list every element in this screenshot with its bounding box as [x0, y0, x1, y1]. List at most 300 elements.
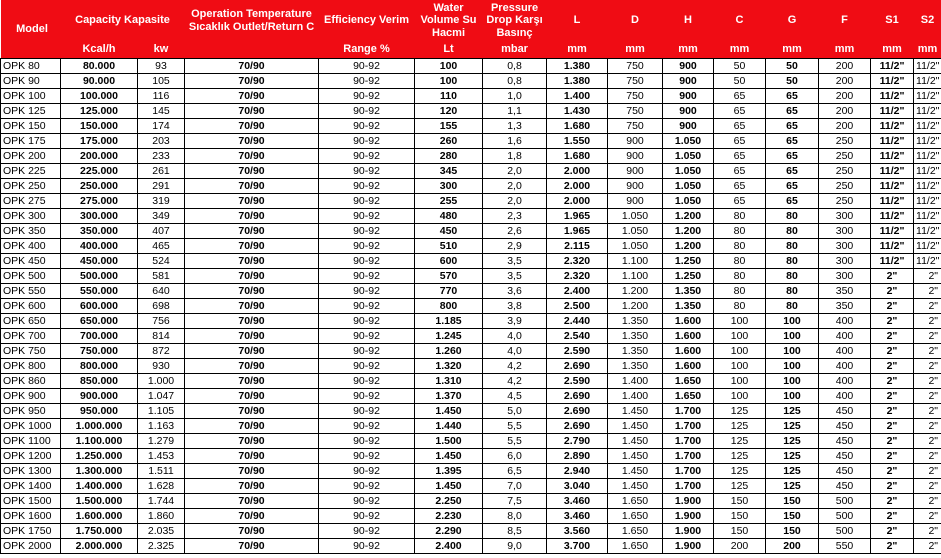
cell-s1: 2": [871, 269, 914, 284]
cell-g: 80: [766, 284, 819, 299]
cell-h: 1.050: [663, 149, 714, 164]
cell-g: 125: [766, 449, 819, 464]
cell-water-volume: 1.320: [415, 359, 483, 374]
cell-g: 65: [766, 194, 819, 209]
cell-kcal: 150.000: [61, 119, 138, 134]
cell-d: 1.100: [608, 254, 663, 269]
cell-f: 400: [819, 389, 871, 404]
cell-s1: 2": [871, 389, 914, 404]
table-row: [1, 344, 941, 359]
cell-h: 1.350: [663, 299, 714, 314]
cell-g: 80: [766, 269, 819, 284]
cell-c: 150: [714, 509, 766, 524]
cell-l: 2.590: [547, 374, 608, 389]
cell-h: 1.900: [663, 494, 714, 509]
cell-kw: 930: [138, 359, 185, 374]
cell-s1: 2": [871, 434, 914, 449]
cell-g: 65: [766, 149, 819, 164]
cell-kw: 319: [138, 194, 185, 209]
cell-d: 750: [608, 59, 663, 74]
cell-s2: 2": [914, 479, 941, 494]
cell-temperature: 70/90: [185, 494, 319, 509]
cell-water-volume: 1.440: [415, 419, 483, 434]
header-row-top: [1, 0, 941, 41]
cell-kcal: 800.000: [61, 359, 138, 374]
cell-pressure-drop: 4,2: [483, 359, 547, 374]
cell-efficiency: 90-92: [319, 509, 415, 524]
cell-water-volume: 1.450: [415, 404, 483, 419]
cell-water-volume: 2.230: [415, 509, 483, 524]
cell-h: 1.600: [663, 359, 714, 374]
cell-water-volume: 300: [415, 179, 483, 194]
cell-f: 400: [819, 344, 871, 359]
cell-efficiency: 90-92: [319, 404, 415, 419]
cell-l: 2.890: [547, 449, 608, 464]
cell-l: 1.965: [547, 209, 608, 224]
cell-d: 1.050: [608, 209, 663, 224]
cell-s1: 11/2": [871, 149, 914, 164]
table-row: [1, 494, 941, 509]
cell-pressure-drop: 7,0: [483, 479, 547, 494]
cell-temperature: 70/90: [185, 539, 319, 554]
cell-model: OPK 450: [1, 254, 61, 269]
table-row: [1, 239, 941, 254]
unit-mm-s1: mm: [871, 41, 914, 59]
cell-f: 300: [819, 269, 871, 284]
cell-h: 1.200: [663, 239, 714, 254]
cell-pressure-drop: 5,5: [483, 434, 547, 449]
cell-temperature: 70/90: [185, 509, 319, 524]
unit-mm-s2: mm: [914, 41, 941, 59]
cell-kcal: 700.000: [61, 329, 138, 344]
table-row: [1, 314, 941, 329]
cell-temperature: 70/90: [185, 359, 319, 374]
cell-kw: 872: [138, 344, 185, 359]
cell-c: 100: [714, 389, 766, 404]
cell-h: 1.050: [663, 179, 714, 194]
cell-water-volume: 280: [415, 149, 483, 164]
unit-kcal: Kcal/h: [61, 41, 138, 59]
cell-f: 250: [819, 149, 871, 164]
cell-efficiency: 90-92: [319, 59, 415, 74]
cell-l: 2.690: [547, 389, 608, 404]
cell-c: 125: [714, 404, 766, 419]
cell-temperature: 70/90: [185, 104, 319, 119]
cell-f: 500: [819, 509, 871, 524]
cell-h: 1.050: [663, 194, 714, 209]
cell-water-volume: 155: [415, 119, 483, 134]
cell-f: 400: [819, 314, 871, 329]
cell-d: 1.050: [608, 239, 663, 254]
cell-model: OPK 550: [1, 284, 61, 299]
cell-pressure-drop: 5,0: [483, 404, 547, 419]
cell-l: 2.940: [547, 464, 608, 479]
cell-water-volume: 260: [415, 134, 483, 149]
cell-model: OPK 860: [1, 374, 61, 389]
cell-h: 1.650: [663, 374, 714, 389]
cell-temperature: 70/90: [185, 89, 319, 104]
header-water: Water Volume Su Hacmi: [415, 0, 483, 41]
cell-l: 2.115: [547, 239, 608, 254]
cell-efficiency: 90-92: [319, 194, 415, 209]
cell-model: OPK 800: [1, 359, 61, 374]
cell-d: 900: [608, 134, 663, 149]
cell-kcal: 1.750.000: [61, 524, 138, 539]
cell-g: 100: [766, 359, 819, 374]
cell-f: 250: [819, 134, 871, 149]
cell-d: 1.450: [608, 419, 663, 434]
cell-kw: 145: [138, 104, 185, 119]
cell-f: 450: [819, 464, 871, 479]
cell-water-volume: 100: [415, 59, 483, 74]
cell-efficiency: 90-92: [319, 179, 415, 194]
cell-efficiency: 90-92: [319, 149, 415, 164]
cell-d: 1.450: [608, 464, 663, 479]
header-capacity: Capacity Kapasite: [61, 0, 185, 41]
cell-f: 450: [819, 419, 871, 434]
cell-f: 450: [819, 434, 871, 449]
cell-pressure-drop: 2,0: [483, 194, 547, 209]
cell-c: 200: [714, 539, 766, 554]
cell-g: 125: [766, 479, 819, 494]
cell-s1: 2": [871, 329, 914, 344]
cell-pressure-drop: 5,5: [483, 419, 547, 434]
cell-d: 1.350: [608, 314, 663, 329]
cell-temperature: 70/90: [185, 419, 319, 434]
table-row: [1, 299, 941, 314]
cell-s2: 2": [914, 374, 941, 389]
cell-efficiency: 90-92: [319, 329, 415, 344]
cell-l: 3.560: [547, 524, 608, 539]
cell-model: OPK 100: [1, 89, 61, 104]
header-s1: S1: [871, 0, 914, 41]
cell-pressure-drop: 3,8: [483, 299, 547, 314]
cell-l: 1.680: [547, 119, 608, 134]
cell-kcal: 275.000: [61, 194, 138, 209]
cell-kw: 524: [138, 254, 185, 269]
cell-d: 1.450: [608, 434, 663, 449]
cell-g: 150: [766, 494, 819, 509]
cell-f: 200: [819, 59, 871, 74]
cell-g: 65: [766, 164, 819, 179]
cell-s2: 11/2": [914, 239, 941, 254]
cell-h: 900: [663, 59, 714, 74]
cell-efficiency: 90-92: [319, 164, 415, 179]
table-row: [1, 464, 941, 479]
cell-temperature: 70/90: [185, 149, 319, 164]
cell-kw: 291: [138, 179, 185, 194]
cell-temperature: 70/90: [185, 164, 319, 179]
cell-g: 80: [766, 209, 819, 224]
cell-kcal: 300.000: [61, 209, 138, 224]
cell-pressure-drop: 6,0: [483, 449, 547, 464]
cell-kw: 581: [138, 269, 185, 284]
cell-f: 300: [819, 254, 871, 269]
cell-efficiency: 90-92: [319, 89, 415, 104]
cell-efficiency: 90-92: [319, 539, 415, 554]
cell-water-volume: 2.400: [415, 539, 483, 554]
cell-pressure-drop: 0,8: [483, 74, 547, 89]
cell-temperature: 70/90: [185, 344, 319, 359]
cell-pressure-drop: 4,5: [483, 389, 547, 404]
cell-c: 65: [714, 89, 766, 104]
cell-d: 900: [608, 164, 663, 179]
cell-temperature: 70/90: [185, 209, 319, 224]
cell-efficiency: 90-92: [319, 524, 415, 539]
cell-temperature: 70/90: [185, 389, 319, 404]
cell-f: 350: [819, 299, 871, 314]
cell-pressure-drop: 0,8: [483, 59, 547, 74]
cell-l: 2.320: [547, 269, 608, 284]
cell-model: OPK 1600: [1, 509, 61, 524]
cell-g: 65: [766, 89, 819, 104]
cell-kcal: 1.000.000: [61, 419, 138, 434]
cell-kcal: 650.000: [61, 314, 138, 329]
cell-h: 1.700: [663, 419, 714, 434]
cell-kw: 349: [138, 209, 185, 224]
cell-efficiency: 90-92: [319, 119, 415, 134]
cell-pressure-drop: 2,0: [483, 179, 547, 194]
cell-d: 1.350: [608, 329, 663, 344]
cell-g: 65: [766, 104, 819, 119]
cell-s2: 2": [914, 434, 941, 449]
cell-pressure-drop: 2,6: [483, 224, 547, 239]
cell-model: OPK 80: [1, 59, 61, 74]
cell-s1: 2": [871, 509, 914, 524]
table-row: [1, 479, 941, 494]
cell-kcal: 80.000: [61, 59, 138, 74]
cell-f: 350: [819, 284, 871, 299]
cell-efficiency: 90-92: [319, 449, 415, 464]
cell-kcal: 750.000: [61, 344, 138, 359]
cell-water-volume: 255: [415, 194, 483, 209]
cell-pressure-drop: 8,5: [483, 524, 547, 539]
cell-model: OPK 200: [1, 149, 61, 164]
cell-kw: 116: [138, 89, 185, 104]
cell-s1: 11/2": [871, 119, 914, 134]
cell-water-volume: 345: [415, 164, 483, 179]
cell-l: 1.550: [547, 134, 608, 149]
cell-pressure-drop: 3,5: [483, 254, 547, 269]
cell-c: 125: [714, 434, 766, 449]
cell-s2: 11/2": [914, 224, 941, 239]
cell-model: OPK 1300: [1, 464, 61, 479]
cell-h: 1.600: [663, 314, 714, 329]
cell-model: OPK 225: [1, 164, 61, 179]
cell-kw: 407: [138, 224, 185, 239]
cell-c: 125: [714, 464, 766, 479]
table-row: [1, 119, 941, 134]
cell-temperature: 70/90: [185, 434, 319, 449]
cell-g: 125: [766, 464, 819, 479]
unit-mbar: mbar: [483, 41, 547, 59]
cell-kw: 203: [138, 134, 185, 149]
cell-s1: 11/2": [871, 59, 914, 74]
cell-kcal: 100.000: [61, 89, 138, 104]
cell-model: OPK 1100: [1, 434, 61, 449]
cell-f: 450: [819, 449, 871, 464]
cell-c: 100: [714, 359, 766, 374]
cell-temperature: 70/90: [185, 194, 319, 209]
cell-s1: 2": [871, 359, 914, 374]
cell-efficiency: 90-92: [319, 104, 415, 119]
cell-f: 400: [819, 329, 871, 344]
cell-water-volume: 570: [415, 269, 483, 284]
cell-h: 1.900: [663, 539, 714, 554]
cell-l: 1.430: [547, 104, 608, 119]
cell-kcal: 175.000: [61, 134, 138, 149]
header-f: F: [819, 0, 871, 41]
cell-c: 80: [714, 209, 766, 224]
cell-c: 80: [714, 254, 766, 269]
cell-h: 900: [663, 89, 714, 104]
cell-g: 50: [766, 59, 819, 74]
cell-s1: 2": [871, 464, 914, 479]
cell-f: 200: [819, 104, 871, 119]
cell-kcal: 1.400.000: [61, 479, 138, 494]
cell-temperature: 70/90: [185, 449, 319, 464]
cell-s2: 2": [914, 359, 941, 374]
cell-efficiency: 90-92: [319, 389, 415, 404]
cell-kcal: 1.100.000: [61, 434, 138, 449]
cell-kcal: 550.000: [61, 284, 138, 299]
cell-f: 200: [819, 89, 871, 104]
cell-efficiency: 90-92: [319, 374, 415, 389]
cell-kcal: 400.000: [61, 239, 138, 254]
cell-g: 125: [766, 434, 819, 449]
cell-kcal: 250.000: [61, 179, 138, 194]
header-operation: Operation Temperature Sıcaklık Outlet/Return C: [185, 0, 319, 41]
cell-temperature: 70/90: [185, 74, 319, 89]
cell-l: 2.320: [547, 254, 608, 269]
cell-f: 400: [819, 359, 871, 374]
cell-l: 2.540: [547, 329, 608, 344]
cell-c: 150: [714, 494, 766, 509]
table-row: [1, 389, 941, 404]
cell-s1: 2": [871, 494, 914, 509]
cell-g: 80: [766, 254, 819, 269]
cell-d: 1.450: [608, 404, 663, 419]
cell-pressure-drop: 7,5: [483, 494, 547, 509]
cell-s1: 11/2": [871, 254, 914, 269]
cell-kcal: 2.000.000: [61, 539, 138, 554]
cell-kw: 1.105: [138, 404, 185, 419]
cell-model: OPK 1200: [1, 449, 61, 464]
header-h: H: [663, 0, 714, 41]
cell-kw: 698: [138, 299, 185, 314]
cell-f: 500: [819, 524, 871, 539]
cell-l: 1.400: [547, 89, 608, 104]
unit-kw: kw: [138, 41, 185, 59]
cell-efficiency: 90-92: [319, 344, 415, 359]
cell-s2: 11/2": [914, 89, 941, 104]
cell-model: OPK 400: [1, 239, 61, 254]
cell-h: 1.200: [663, 209, 714, 224]
cell-g: 80: [766, 239, 819, 254]
cell-s2: 11/2": [914, 164, 941, 179]
cell-pressure-drop: 1,1: [483, 104, 547, 119]
cell-pressure-drop: 4,0: [483, 344, 547, 359]
cell-s2: 11/2": [914, 59, 941, 74]
table-row: [1, 509, 941, 524]
cell-kcal: 90.000: [61, 74, 138, 89]
cell-pressure-drop: 1,6: [483, 134, 547, 149]
cell-kw: 814: [138, 329, 185, 344]
cell-kw: 2.325: [138, 539, 185, 554]
header-d: D: [608, 0, 663, 41]
cell-c: 150: [714, 524, 766, 539]
cell-s1: 11/2": [871, 224, 914, 239]
table-row: [1, 359, 941, 374]
cell-d: 1.400: [608, 389, 663, 404]
cell-efficiency: 90-92: [319, 224, 415, 239]
cell-d: 1.200: [608, 284, 663, 299]
cell-d: 1.200: [608, 299, 663, 314]
unit-lt: Lt: [415, 41, 483, 59]
cell-c: 80: [714, 239, 766, 254]
cell-water-volume: 1.395: [415, 464, 483, 479]
cell-s1: 2": [871, 419, 914, 434]
cell-kw: 1.860: [138, 509, 185, 524]
cell-h: 1.200: [663, 224, 714, 239]
cell-s2: 2": [914, 449, 941, 464]
cell-efficiency: 90-92: [319, 434, 415, 449]
cell-d: 750: [608, 89, 663, 104]
cell-water-volume: 480: [415, 209, 483, 224]
cell-s2: 2": [914, 419, 941, 434]
cell-efficiency: 90-92: [319, 74, 415, 89]
cell-l: 2.500: [547, 299, 608, 314]
cell-pressure-drop: 1,8: [483, 149, 547, 164]
cell-c: 125: [714, 479, 766, 494]
cell-g: 100: [766, 374, 819, 389]
cell-water-volume: 1.450: [415, 479, 483, 494]
cell-l: 3.460: [547, 509, 608, 524]
cell-temperature: 70/90: [185, 119, 319, 134]
cell-l: 3.040: [547, 479, 608, 494]
cell-s2: 2": [914, 299, 941, 314]
cell-c: 65: [714, 149, 766, 164]
cell-s1: 2": [871, 539, 914, 554]
cell-h: 1.700: [663, 404, 714, 419]
cell-g: 125: [766, 404, 819, 419]
cell-c: 80: [714, 269, 766, 284]
cell-model: OPK 1400: [1, 479, 61, 494]
cell-g: 200: [766, 539, 819, 554]
cell-h: 1.600: [663, 344, 714, 359]
cell-l: 2.000: [547, 179, 608, 194]
cell-s2: 11/2": [914, 74, 941, 89]
cell-g: 65: [766, 134, 819, 149]
cell-c: 50: [714, 74, 766, 89]
cell-model: OPK 300: [1, 209, 61, 224]
cell-efficiency: 90-92: [319, 254, 415, 269]
cell-f: 250: [819, 164, 871, 179]
cell-g: 100: [766, 314, 819, 329]
unit-mm-l: mm: [547, 41, 608, 59]
unit-range: Range %: [319, 41, 415, 59]
cell-kcal: 350.000: [61, 224, 138, 239]
cell-temperature: 70/90: [185, 224, 319, 239]
cell-kw: 756: [138, 314, 185, 329]
cell-water-volume: 2.250: [415, 494, 483, 509]
cell-d: 750: [608, 119, 663, 134]
cell-kw: 105: [138, 74, 185, 89]
cell-d: 1.650: [608, 539, 663, 554]
cell-c: 125: [714, 449, 766, 464]
cell-s1: 2": [871, 374, 914, 389]
cell-s2: 11/2": [914, 254, 941, 269]
